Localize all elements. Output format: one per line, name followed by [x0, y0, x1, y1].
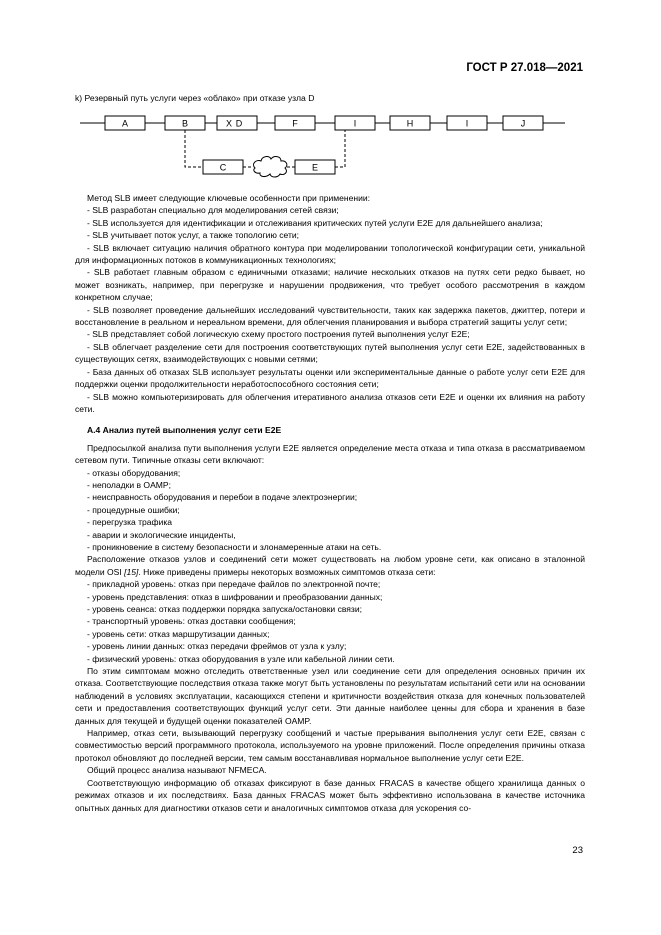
page-number: 23 [572, 845, 583, 856]
slb-item: - SLB учитывает поток услуг, а также топологию сети; [87, 230, 300, 241]
node-label-e: E [311, 162, 319, 173]
slb-intro: Метод SLB имеет следующие ключевые особенности при применении: [87, 193, 371, 203]
slb-item: - SLB включает ситуацию наличия обратного контура при моделировании топологической конфигурации сети, уникальной для информационных потоков в коммуникационных технологиях; [75, 242, 585, 266]
slb-item: - SLB разработан специально для моделирования сетей связи; [87, 205, 339, 216]
osi-level-item: - уровень линии данных: отказ передачи фреймов от узла к узлу; [87, 641, 347, 652]
osi-level-item: - прикладной уровень: отказ при передаче файлов по электронной почте; [87, 579, 381, 590]
failure-item: - проникновение в систему безопасности и злонамеренные атаки на сеть. [87, 541, 382, 552]
osi-level-item: - транспортный уровень: отказ доставки сообщения; [87, 616, 296, 627]
osi-reference: [15] [124, 566, 139, 577]
document-body [75, 192, 585, 814]
service-path-diagram [75, 108, 575, 184]
node-label-d: D [235, 118, 243, 129]
failed-node-mark: X [225, 118, 233, 129]
failure-item: - перегрузка трафика [87, 517, 173, 528]
cloud-shape [254, 157, 287, 177]
node-label-a: A [121, 118, 129, 129]
osi-level-item: - уровень сеанса: отказ поддержки порядка запуска/остановки связи; [87, 604, 362, 614]
osi-level-item: - физический уровень: отказ оборудования в узле или кабельной линии сети. [87, 653, 395, 664]
failure-item: - отказы оборудования; [87, 467, 181, 478]
slb-item: - SLB можно компьютеризировать для облегчения итеративного анализа отказов сети E2E и оценки их влияния на работу сети. [75, 391, 585, 414]
osi-level-item: - уровень сети: отказ маршрутизации данных; [87, 628, 270, 639]
figure-caption: k) Резервный путь услуги через «облако» при отказе узла D [75, 93, 315, 103]
paragraph: Общий процесс анализа называют NFMECA. [87, 765, 267, 776]
paragraph: По этим симптомам можно отследить ответственные узел или соединение сети для определения основных причин их отказа. Соответствующие последствия отказа также могут быть установлены по результатам испытаний сети или на основании наблюдений в условиях эксплуатации, касающихся степени и критичности воздействия отказа для конечных пользователей сети и предоставления соответствующих функций услуг сети. Эти данные наиболее ценны для сбора и хранения в базе данных для текущей и будущей оценки показателей OAMP. [75, 666, 585, 726]
failure-item: - процедурные ошибки; [87, 504, 180, 515]
document-id-header: ГОСТ Р 27.018—2021 [466, 62, 583, 74]
slb-item: - SLB используется для идентификации и отслеживания критических путей услуги E2E для дальнейшего анализа; [87, 217, 543, 228]
node-label-b: B [181, 118, 189, 129]
node-label-f: F [292, 118, 298, 129]
osi-intro: Расположение отказов узлов и соединений сети может существовать на любом уровне сети, как описано в эталонной модели OSI [15]. Ниже приведены примеры некоторых возможных симптомов отказа сети: [75, 554, 585, 577]
paragraph: Например, отказ сети, вызывающий перегрузку сообщений и частые прерывания выполнения услуг сети E2E, связан с совместимостью версий программного протокола, используемого на уровне приложений. После определения причины отказа протокол обновляют до последней версии, тем самым восстанавливая нормальное выполнение услуг сети E2E. [75, 728, 585, 763]
failure-item: - аварии и экологические инциденты, [87, 529, 236, 540]
slb-item: - SLB позволяет проведение дальнейших исследований чувствительности, таких как задержка пакетов, джиттер, потери и восстановление в реальном и нереальном времени, для облегчения планирования и выбора стратегий защиты услуг сети; [75, 304, 585, 328]
slb-item: - SLB облегчает разделение сети для построения соответствующих путей выполнения услуг сети E2E, задействованных в существующих сетях, взаимодействующих с новыми сетями; [75, 341, 585, 365]
section-intro: Предпосылкой анализа пути выполнения услуги E2E является определение места отказа и типа отказа в рассматриваемом сетевом пути. Типичные отказы сети включают: [75, 442, 585, 466]
failure-item: - неисправность оборудования и перебои в подаче электроэнергии; [87, 492, 358, 503]
node-label-c: C [219, 162, 227, 173]
node-label-i-2: I [465, 118, 469, 129]
node-label-j: J [520, 118, 526, 129]
slb-item: - SLB работает главным образом с единичными отказами; наличие нескольких отказов на путях сети редко бывает, но может возникать, например, при перегрузке и нарушении продвижения, что требует особого рассмотрения в каждом конкретном случае; [75, 267, 585, 303]
failure-item: - неполадки в OAMP; [87, 479, 171, 490]
node-label-i-1: I [353, 118, 357, 129]
section-heading: A.4 Анализ путей выполнения услуг сети E2E [87, 425, 282, 436]
slb-item: - SLB представляет собой логическую схему простого построения путей выполнения услуг E2E; [87, 329, 470, 340]
osi-level-item: - уровень представления: отказ в шифровании и преобразовании данных; [87, 591, 383, 602]
slb-item: - База данных об отказах SLB использует результаты оценки или экспериментальные данные о работе услуг сети E2E для поддержки оценки продолжительности неработоспособного состояния сети; [75, 366, 585, 390]
paragraph: Соответствующую информацию об отказах фиксируют в базе данных FRACAS в качестве общего хранилища данных о режимах отказов и их последствиях. База данных FRACAS может быть эффективно использована в качестве источника опытных данных для диагностики отказов сети и аналогичных симптомов отказа для ускорения со- [75, 777, 585, 813]
node-label-h: H [406, 118, 414, 129]
